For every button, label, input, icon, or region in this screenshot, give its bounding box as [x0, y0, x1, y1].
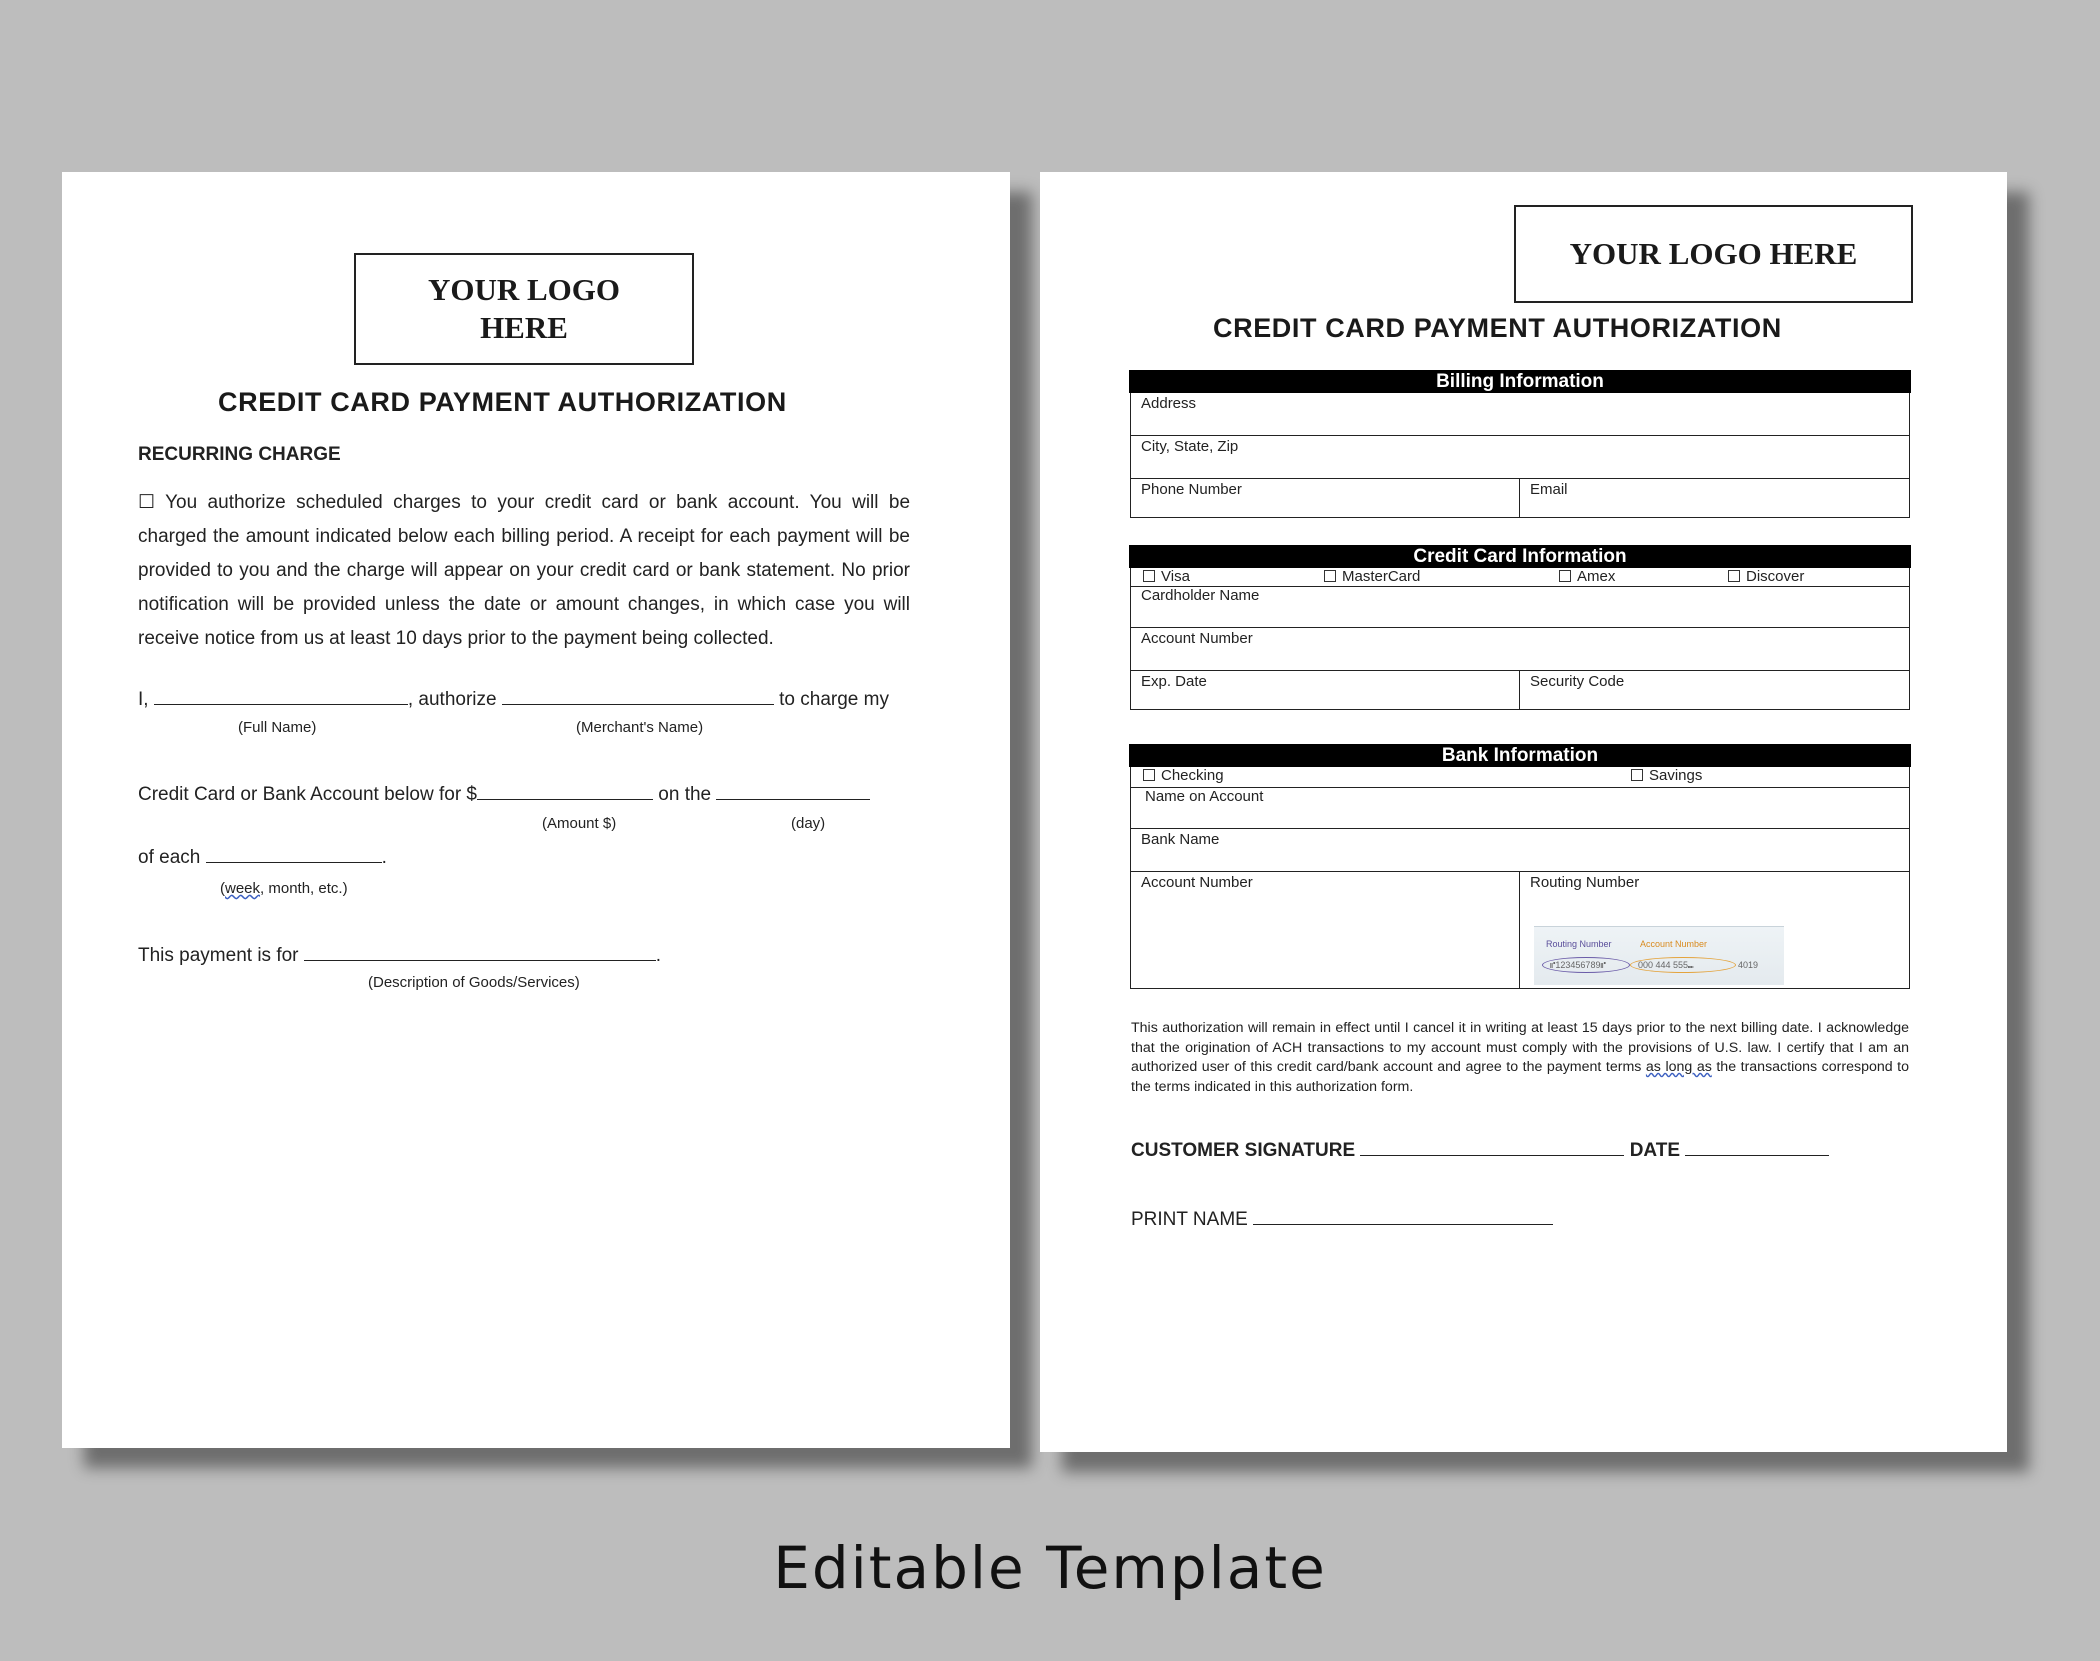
- phone-label: Phone Number: [1141, 481, 1242, 498]
- discover-option[interactable]: [1728, 568, 1804, 585]
- name-on-account-field[interactable]: [1131, 788, 1909, 829]
- card-account-number-label: Account Number: [1141, 630, 1253, 647]
- security-code-field[interactable]: [1519, 671, 1909, 709]
- discover-checkbox-icon[interactable]: [1728, 570, 1740, 582]
- name-on-account-label: Name on Account: [1145, 788, 1264, 805]
- cardholder-label: Cardholder Name: [1141, 587, 1260, 604]
- line3-suffix: .: [381, 846, 387, 868]
- savings-option[interactable]: [1631, 767, 1702, 784]
- section-label-recurring: RECURRING CHARGE: [138, 444, 341, 465]
- card-account-number-field[interactable]: [1131, 628, 1909, 671]
- recurring-description: [138, 486, 910, 656]
- address-label: Address: [1141, 395, 1197, 412]
- recurring-paragraph-text: You authorize scheduled charges to your credit card or bank account. You will be charged the amount indicated below each billing period. A receipt for each payment will be provided to you and the charge will appear on your credit card or bank statement. No prior notification will be provided unless the date or amount changes, in which case you will receive notice from us at least 10 days prior to the payment being collected.: [138, 492, 911, 649]
- logo-placeholder: [354, 253, 694, 365]
- bank-name-field[interactable]: [1131, 829, 1909, 872]
- purpose-line: [138, 940, 661, 967]
- template-caption: Editable Template: [773, 1534, 1327, 1602]
- phone-field[interactable]: [1131, 479, 1519, 517]
- signature-label: CUSTOMER SIGNATURE: [1131, 1139, 1356, 1161]
- cardholder-name-field[interactable]: [1131, 587, 1909, 628]
- terms-part-1: This authorization will remain in effect until I cancel it in writing at least 15 days prior to the next billing date. I acknowledge that the origination of ACH transactions to my account must comply with the provisions of U.S. law. I certify that I am an authorized user of this credit card/bank account and agree to the payment terms: [1131, 1020, 1909, 1075]
- billing-heading: Billing Information: [1129, 370, 1910, 393]
- date-label: DATE: [1629, 1139, 1681, 1161]
- address-field[interactable]: [1131, 393, 1909, 436]
- caption-full-name: (Full Name): [238, 719, 317, 736]
- full-name-field[interactable]: [154, 684, 408, 705]
- bank-information-section: [1130, 744, 1910, 989]
- caption-frequency-open: (: [220, 880, 225, 897]
- caption-frequency-rest: , month, etc.): [260, 880, 348, 897]
- visa-label: Visa: [1161, 568, 1190, 585]
- print-name-line: [1131, 1204, 1553, 1231]
- form-title: CREDIT CARD PAYMENT AUTHORIZATION: [218, 387, 787, 417]
- recurring-checkbox-icon[interactable]: ☐: [138, 492, 156, 513]
- mastercard-label: MasterCard: [1342, 568, 1421, 585]
- check-account-label: Account Number: [1640, 939, 1708, 949]
- amex-checkbox-icon[interactable]: [1559, 570, 1571, 582]
- logo-placeholder: YOUR LOGO HERE: [1514, 205, 1913, 303]
- check-number-digits: 4019: [1738, 960, 1759, 970]
- check-routing-digits: ⑈123456789⑈: [1550, 960, 1606, 970]
- checking-checkbox-icon[interactable]: [1143, 769, 1155, 781]
- day-field[interactable]: [716, 779, 870, 800]
- exp-date-label: Exp. Date: [1141, 673, 1207, 690]
- amount-line: [138, 779, 870, 806]
- mastercard-checkbox-icon[interactable]: [1324, 570, 1336, 582]
- line2-mid: on the: [658, 783, 712, 805]
- bank-name-label: Bank Name: [1141, 831, 1220, 848]
- signature-line: [1131, 1135, 1829, 1162]
- visa-option[interactable]: [1143, 568, 1190, 585]
- account-type-row: [1131, 767, 1909, 788]
- credit-card-information-section: [1130, 545, 1910, 710]
- authorization-line: [138, 684, 889, 711]
- bank-heading: Bank Information: [1129, 744, 1910, 767]
- check-sample-image: [1534, 926, 1784, 985]
- caption-amount: (Amount $): [542, 815, 617, 832]
- billing-information-section: [1130, 370, 1910, 518]
- frequency-field[interactable]: [206, 842, 382, 863]
- amex-option[interactable]: [1559, 568, 1615, 585]
- check-account-digits: 000 444 555⑉: [1638, 960, 1694, 970]
- frequency-line: [138, 842, 387, 869]
- bank-numbers-row: [1131, 872, 1909, 988]
- merchant-name-field[interactable]: [502, 684, 774, 705]
- bank-account-number-field[interactable]: [1131, 872, 1519, 988]
- security-code-label: Security Code: [1530, 673, 1625, 690]
- page-recurring-charge: [62, 172, 1010, 1448]
- line2-prefix: Credit Card or Bank Account below for $: [138, 783, 478, 805]
- routing-number-field[interactable]: [1519, 872, 1909, 988]
- mastercard-option[interactable]: [1324, 568, 1420, 585]
- line4-suffix: .: [655, 944, 662, 966]
- logo-line-2: HERE: [480, 310, 568, 345]
- line1-mid: , authorize: [407, 688, 497, 710]
- discover-label: Discover: [1746, 568, 1805, 585]
- caption-frequency: [220, 880, 348, 897]
- caption-merchant-name: (Merchant's Name): [576, 719, 704, 736]
- city-label: City, State, Zip: [1141, 438, 1239, 455]
- expiry-security-row: [1131, 671, 1909, 709]
- amount-field[interactable]: [477, 779, 653, 800]
- description-field[interactable]: [304, 940, 656, 961]
- savings-checkbox-icon[interactable]: [1631, 769, 1643, 781]
- savings-label: Savings: [1649, 767, 1703, 784]
- line3-prefix: of each: [138, 846, 201, 868]
- print-name-field[interactable]: [1253, 1204, 1553, 1225]
- email-label: Email: [1530, 481, 1568, 498]
- terms-part-2: the transactions correspond to the terms indicated in this authorization form.: [1131, 1059, 1910, 1095]
- terms-underlined: as long as: [1645, 1059, 1712, 1075]
- line1-prefix: I,: [138, 688, 149, 710]
- email-field[interactable]: [1519, 479, 1909, 517]
- signature-field[interactable]: [1360, 1135, 1624, 1156]
- line4-prefix: This payment is for: [138, 944, 299, 966]
- checking-option[interactable]: [1143, 767, 1224, 784]
- form-title: CREDIT CARD PAYMENT AUTHORIZATION: [1213, 313, 1782, 343]
- exp-date-field[interactable]: [1131, 671, 1519, 709]
- authorization-terms: [1131, 1019, 1909, 1097]
- routing-number-label: Routing Number: [1530, 874, 1640, 891]
- amex-label: Amex: [1577, 568, 1616, 585]
- visa-checkbox-icon[interactable]: [1143, 570, 1155, 582]
- contact-row: [1131, 479, 1909, 517]
- check-routing-label: Routing Number: [1546, 939, 1612, 949]
- caption-day: (day): [791, 815, 826, 832]
- city-state-zip-field[interactable]: [1131, 436, 1909, 479]
- checking-label: Checking: [1161, 767, 1224, 784]
- caption-description: (Description of Goods/Services): [368, 974, 580, 991]
- print-name-label: PRINT NAME: [1131, 1208, 1248, 1230]
- line1-suffix: to charge my: [779, 688, 889, 710]
- bank-account-number-label: Account Number: [1141, 874, 1253, 891]
- caption-frequency-week: week: [225, 880, 261, 897]
- date-field[interactable]: [1685, 1135, 1829, 1156]
- logo-line-1: YOUR LOGO: [427, 272, 621, 307]
- credit-card-heading: Credit Card Information: [1129, 545, 1910, 568]
- page-payment-details: [1040, 172, 2007, 1452]
